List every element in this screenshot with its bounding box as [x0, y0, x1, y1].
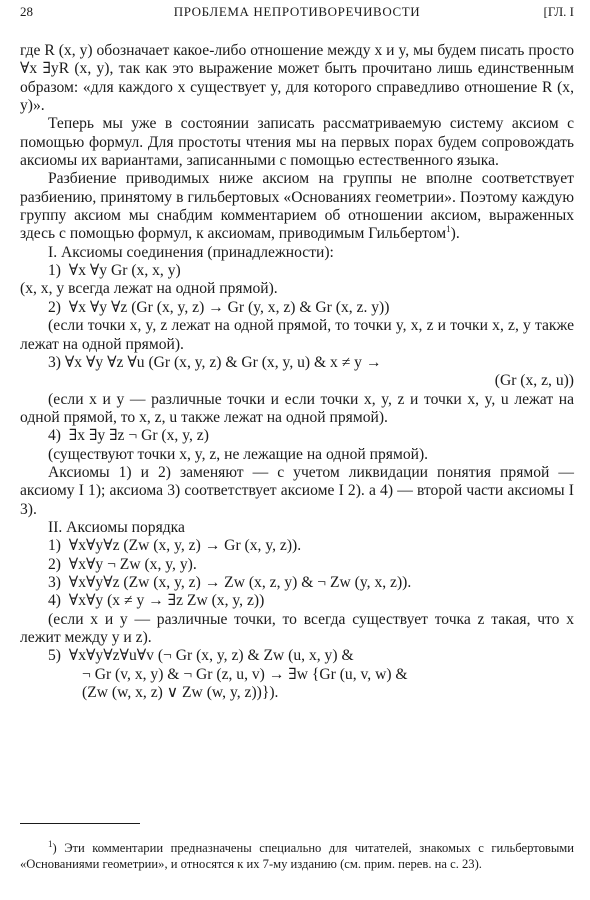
axiom-i-1: 1) ∀x ∀y Gr (x, x, y) [48, 262, 181, 280]
axiom-ii-2: 2) ∀x∀y ¬ Zw (x, y, y). [48, 555, 197, 573]
axiom-i-1-text: (x, x, y всегда лежат на одной прямой). [20, 280, 278, 298]
axiom-i-2-text: (если точки x, y, z лежат на одной прямой, то точки y, x, z и точки x, z, y также лежат на одной прямой). [20, 317, 574, 353]
running-header [20, 4, 574, 24]
chapter-marker: [ГЛ. I [543, 4, 574, 19]
main-text [20, 42, 574, 702]
axiom-ii-4: 4) ∀x∀y (x ≠ y → ∃z Zw (x, y, z)) [48, 592, 265, 610]
axiom-ii-5-line-1: 5) ∀x∀y∀z∀u∀v (¬ Gr (x, y, z) & Zw (u, x, y) & [48, 647, 354, 665]
footnote [20, 827, 574, 884]
group-1-title: I. Аксиомы соединения (принадлежности): [48, 243, 334, 261]
axiom-ii-3: 3) ∀x∀y∀z (Zw (x, y, z) → Zw (x, z, y) & ¬ Zw (y, x, z)). [48, 573, 412, 591]
paragraph-notation: где R (x, y) обозначает какое-либо отношение между x и y, мы будем писать просто ∀x ∃yR (x, y), так как это выражение может быть прочитано лишь единственным образом: «для каждого x существует y, для которого справедливо отношение R (x, y)». [20, 42, 574, 115]
footnote-rule [20, 823, 140, 824]
footnote-ref[interactable]: 1 [446, 224, 451, 235]
axiom-ii-5-line-3: (Zw (w, x, z) ∨ Zw (w, y, z))}). [82, 684, 279, 702]
running-title: ПРОБЛЕМА НЕПРОТИВОРЕЧИВОСТИ [173, 4, 421, 19]
paragraph-formulas-intro: Теперь мы уже в состоянии записать рассматриваемую систему аксиом с помощью формул. Для простоты чтения мы на первых порах будем сопровождать аксиомы их вариантами, записанными с помощью естественного языка. [20, 115, 574, 170]
footnote-text: ) Эти комментарии предназначены специально для читателей, знакомых с гильбертовыми «Основаниями геометрии», и относятся к их 7-му изданию (см. прим. перев. на с. 23). [20, 840, 574, 871]
footnote-text-line [20, 840, 574, 872]
axiom-i-4: 4) ∃x ∃y ∃z ¬ Gr (x, y, z) [48, 427, 209, 445]
axiom-ii-4-text: (если x и y — различные точки, то всегда существует точка z такая, что x лежит между y и z). [20, 610, 574, 646]
axiom-i-4-text: (существуют точки x, y, z, не лежащие на одной прямой). [48, 445, 429, 463]
axiom-i-3: 3) ∀x ∀y ∀z ∀u (Gr (x, y, z) & Gr (x, y, u) & x ≠ y → [48, 353, 382, 371]
axiom-i-3-text: (если x и y — различные точки и если точки x, y, z и точки x, y, u лежат на одной прямой, то x, z, u также лежат на одной прямой). [20, 390, 574, 426]
axiom-i-2: 2) ∀x ∀y ∀z (Gr (x, y, z) → Gr (y, x, z) & Gr (x, z. y)) [48, 298, 390, 316]
page-number: 28 [20, 4, 33, 19]
paragraph-grouping-end: ). [450, 225, 460, 243]
axiom-ii-5-line-2: ¬ Gr (v, x, y) & ¬ Gr (z, u, v) → ∃w {Gr (u, v, w) & [82, 665, 408, 683]
paragraph-grouping [20, 170, 574, 243]
footnote-marker: 1 [48, 838, 53, 849]
group-1-comment: Аксиомы 1) и 2) заменяют — с учетом ликвидации понятия прямой — аксиому I 1); аксиома 3) соответствует аксиоме I 2). а 4) — второй части аксиомы I 3). [20, 463, 574, 518]
paragraph-grouping-text: Разбиение приводимых ниже аксиом на группы не вполне соответствует разбиению, принятому в гильбертовых «Основаниях геометрии». Поэтому каждую группу аксиом мы снабдим комментарием об отношении аксиом, выраженных здесь с помощью формул, к аксиомам, приводимым Гильбертом [20, 170, 574, 243]
axiom-ii-1: 1) ∀x∀y∀z (Zw (x, y, z) → Gr (x, y, z)). [48, 537, 302, 555]
group-2-title: II. Аксиомы порядка [48, 518, 185, 536]
axiom-i-3-cont: (Gr (x, z, u)) [494, 372, 574, 390]
